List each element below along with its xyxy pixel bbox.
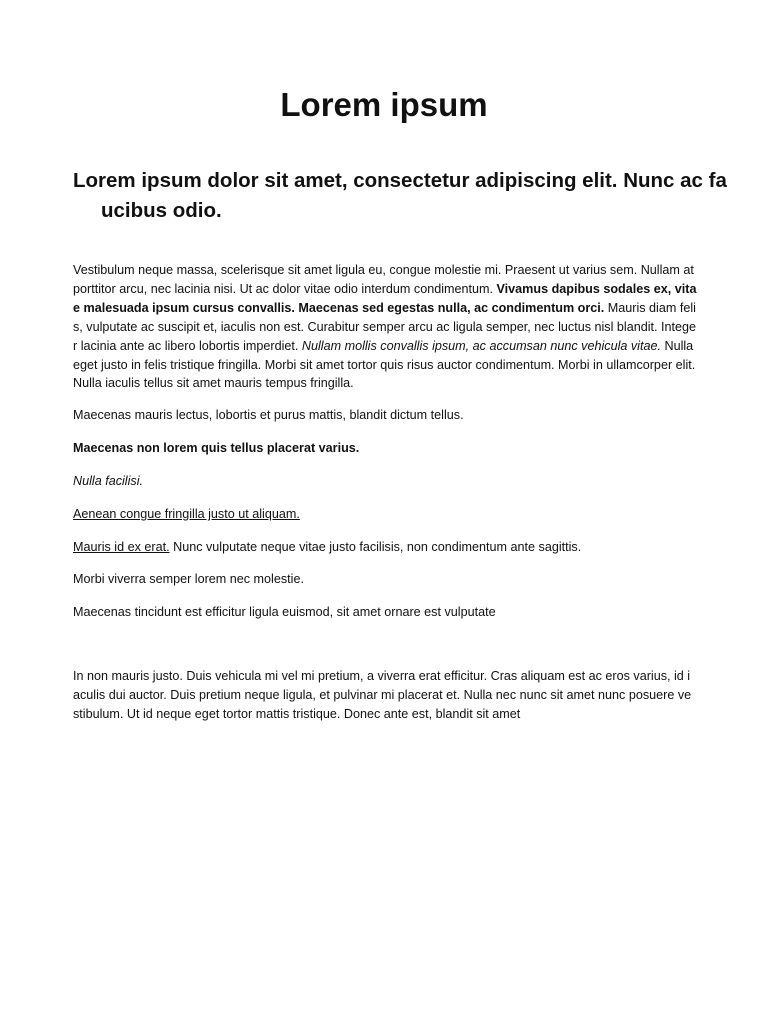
document-title: Lorem ipsum <box>280 86 488 123</box>
paragraph-1-italic-text: Nullam mollis convallis ipsum, ac accumsan nunc vehicula vitae. <box>301 338 661 353</box>
document-subtitle: Lorem ipsum dolor sit amet, consectetur adipiscing elit. Nunc ac faucibus odio. <box>73 169 727 222</box>
paragraph-6 <box>73 538 697 557</box>
paragraph-3-bold: Maecenas non lorem quis tellus placerat varius. <box>73 441 360 455</box>
paragraph-7: Morbi viverra semper lorem nec molestie. <box>73 572 304 586</box>
paragraph-1-text-b: Mauris diam felis, vulputate ac suscipit et, iaculis non est. Curabitur semper arcu ac ligula semper, nec luctus nisl blandit. Integer lacinia ante ac libero lobortis imperdiet. <box>73 300 697 353</box>
paragraph-4-italic: Nulla facilisi. <box>73 474 143 488</box>
paragraph-1 <box>73 261 697 393</box>
paragraph-5-underlined <box>73 505 697 524</box>
paragraph-5-underlined-text: Aenean congue fringilla justo ut aliquam. <box>73 507 300 521</box>
paragraph-8: Maecenas tincidunt est efficitur ligula euismod, sit amet ornare est vulputate <box>73 605 496 619</box>
paragraph-1-bold-text: Vivamus dapibus sodales ex, vitae malesuada ipsum cursus convallis. Maecenas sed egestas nulla, ac condimentum orci. <box>73 281 697 315</box>
paragraph-2: Maecenas mauris lectus, lobortis et purus mattis, blandit dictum tellus. <box>73 408 464 422</box>
paragraph-6-underlined-text: Mauris id ex erat. <box>73 540 170 554</box>
paragraph-6-text: Nunc vulputate neque vitae justo facilisis, non condimentum ante sagittis. <box>169 540 582 554</box>
paragraph-1-text-a: Vestibulum neque massa, scelerisque sit amet ligula eu, congue molestie mi. Praesent ut varius sem. Nullam at porttitor arcu, nec lacinia nisi. Ut ac dolor vitae odio interdum condimentum. <box>73 263 694 296</box>
paragraph-1-text-c: Nulla eget justo in felis tristique fringilla. Morbi sit amet tortor quis risus auctor condimentum. Morbi in ullamcorper elit. Nulla iaculis tellus sit amet mauris tempus fringilla. <box>73 338 696 391</box>
paragraph-9: In non mauris justo. Duis vehicula mi vel mi pretium, a viverra erat efficitur. Cras aliquam est ac eros varius, id iaculis dui auctor. Duis pretium neque ligula, et pulvinar mi placerat et. Nulla nec nunc sit amet nunc posuere vestibulum. Ut id neque eget tortor mattis tristique. Donec ante est, blandit sit amet <box>73 669 692 721</box>
